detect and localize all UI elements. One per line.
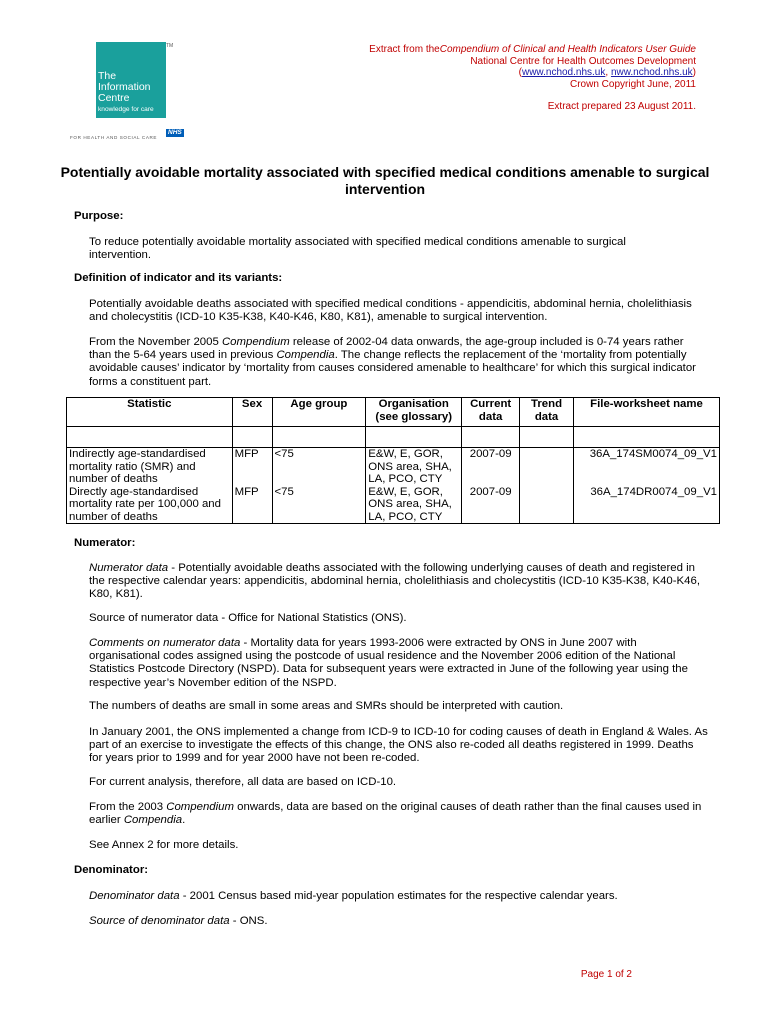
logo-wordmark [98, 71, 151, 104]
num-p7-a: From the 2003 [89, 801, 167, 813]
definition-paragraph-1: Potentially avoidable deaths associated with specified medical conditions - appendicitis, abdominal hernia, cholelithiasis and cholecystitis (ICD-10 K35-K38, K40-K46, K80, K81), amenable to surgical intervention. [89, 298, 692, 324]
extract-line-1 [316, 44, 696, 56]
denominator-source [89, 915, 709, 928]
numerator-current-analysis: For current analysis, therefore, all data are based on ICD-10. [89, 776, 397, 788]
spacer-cell [272, 427, 366, 448]
extract-prefix: Extract from the [369, 44, 440, 55]
cell-trend-data [520, 448, 574, 486]
numerator-compendium-note [89, 801, 709, 827]
logo-line-2: Information [98, 81, 151, 93]
numerator-caution: The numbers of deaths are small in some areas and SMRs should be interpreted with caution. [89, 700, 564, 712]
nhs-logo: NHS [168, 129, 182, 136]
cell-sex: MFP [232, 448, 272, 486]
definition-heading: Definition of indicator and its variants: [74, 272, 283, 284]
numerator-icd-change: In January 2001, the ONS implemented a change from ICD-9 to ICD-10 for coding causes of death in England & Wales. As part of an exercise to investigate the effects of this change, the ONS also re-coded all deaths registered in 1999. Deaths for years prior to 1999 and for year 2000 have not been re-coded. [89, 726, 708, 765]
logo-tagline: knowledge for care [98, 106, 154, 113]
def-p2-e: . The change reflects the replacement of the ‘mortality from potentially avoidable causes’ indicator by ‘mortality from causes considered amenable to healthcare’ for which this surgical indicator forms a constituent part. [89, 349, 696, 388]
denominator-data-label: Denominator data [89, 890, 180, 902]
def-p2-compendium: Compendium [221, 336, 290, 348]
denominator-heading: Denominator: [74, 864, 149, 876]
cell-organisation: E&W, E, GOR, ONS area, SHA, LA, PCO, CTY [366, 486, 462, 524]
spacer-cell [462, 427, 520, 448]
extract-header [316, 44, 696, 113]
table-row [67, 448, 720, 486]
cell-trend-data [520, 486, 574, 524]
denominator-data-text: - 2001 Census based mid-year population estimates for the respective calendar years. [179, 890, 618, 902]
spacer-cell [232, 427, 272, 448]
denominator-source-text: - ONS. [229, 915, 268, 927]
cell-organisation: E&W, E, GOR, ONS area, SHA, LA, PCO, CTY [366, 448, 462, 486]
definition-paragraph-2 [89, 336, 699, 389]
open-paren: ( [518, 67, 522, 79]
extract-line-2: National Centre for Health Outcomes Development [470, 55, 696, 67]
spacer-cell [366, 427, 462, 448]
spacer-cell [67, 427, 233, 448]
num-p7-e: . [182, 814, 186, 827]
numerator-comments [89, 637, 709, 690]
header-current-data: Current data [462, 398, 520, 427]
extract-line-3 [316, 67, 696, 79]
cell-current-data: 2007-09 [462, 448, 520, 486]
cell-file-worksheet: 36A_174SM0074_09_V1 [574, 448, 720, 486]
nchod-link[interactable]: www.nchod.nhs.uk [521, 67, 606, 79]
nww-nchod-link[interactable]: nww.nchod.nhs.uk [610, 67, 693, 79]
denominator-data [89, 890, 709, 903]
link-separator: , [605, 67, 611, 79]
trademark-mark: TM [166, 43, 174, 49]
extract-guide-title: Compendium of Clinical and Health Indicators User Guide [439, 44, 696, 55]
header-trend-data: Trend data [520, 398, 574, 427]
num-p7-compendia: Compendia [123, 814, 183, 827]
extract-prepared-date: Extract prepared 23 August 2011. [547, 101, 696, 113]
numerator-heading: Numerator: [74, 537, 136, 549]
table-row [67, 486, 720, 524]
logo-line-1: The [98, 70, 117, 82]
spacer-cell [574, 427, 720, 448]
numerator-annex-note: See Annex 2 for more details. [89, 839, 239, 851]
logo-footer-text: FOR HEALTH AND SOCIAL CARE [70, 135, 158, 140]
document-title: Potentially avoidable mortality associated with specified medical conditions amenable to surgical intervention [60, 164, 710, 197]
cell-age-group: <75 [272, 486, 366, 524]
close-paren: ) [692, 67, 696, 79]
spacer-cell [520, 427, 574, 448]
purpose-heading: Purpose: [74, 210, 124, 222]
num-p7-c: onwards, data are based on the original causes of death rather than the final causes used in earlier [89, 801, 702, 827]
cell-age-group: <75 [272, 448, 366, 486]
table-spacer-row [67, 427, 720, 448]
def-p2-a: From the November 2005 [89, 336, 222, 348]
header-file-worksheet: File-worksheet name [574, 398, 720, 427]
numerator-paragraph-1 [89, 562, 709, 602]
numerator-data-label: Numerator data [89, 562, 169, 574]
header-sex: Sex [232, 398, 272, 427]
cell-statistic: Directly age-standardised mortality rate per 100,000 and number of deaths [67, 486, 233, 524]
def-p2-compendia: Compendia [276, 349, 335, 362]
cell-current-data: 2007-09 [462, 486, 520, 524]
page-number: Page 1 of 2 [580, 969, 632, 980]
table-header-row [67, 398, 720, 427]
cell-sex: MFP [232, 486, 272, 524]
denominator-source-label: Source of denominator data [89, 915, 230, 927]
comments-text: - Mortality data for years 1993-2006 were extracted by ONS in June 2007 with organisational codes assigned using the postcode of usual residence and the November 2006 edition of the National Statistics Postcode Directory (NSPD). Data for subsequent years were extracted in June of the following year using the respective year’s November edition of the NSPD. [89, 637, 688, 689]
header-statistic: Statistic [67, 398, 233, 427]
num-p7-compendium: Compendium [166, 801, 234, 813]
cell-statistic: Indirectly age-standardised mortality ratio (SMR) and number of deaths [67, 448, 233, 486]
purpose-text: To reduce potentially avoidable mortality associated with specified medical conditions amenable to surgical intervention. [89, 236, 626, 262]
numerator-data-text: - Potentially avoidable deaths associated with the following underlying causes of death and registered in the respective calendar years: appendicitis, abdominal hernia, cholelithiasis and cholecystitis (ICD-10 K35-K38, K40-K46, K80, K81). [89, 562, 700, 601]
header-age-group: Age group [272, 398, 366, 427]
cell-file-worksheet: 36A_174DR0074_09_V1 [574, 486, 720, 524]
comments-label: Comments on numerator data [89, 637, 241, 649]
logo-line-3: Centre [98, 92, 130, 104]
def-p2-c: release of 2002-04 data onwards, the age-group included is 0-74 years rather than the 5-64 years used in previous [89, 336, 684, 362]
header-organisation: Organisation (see glossary) [366, 398, 462, 427]
numerator-source: Source of numerator data - Office for National Statistics (ONS). [89, 612, 407, 624]
indicator-variants-table [66, 397, 720, 524]
extract-copyright: Crown Copyright June, 2011 [570, 78, 696, 90]
